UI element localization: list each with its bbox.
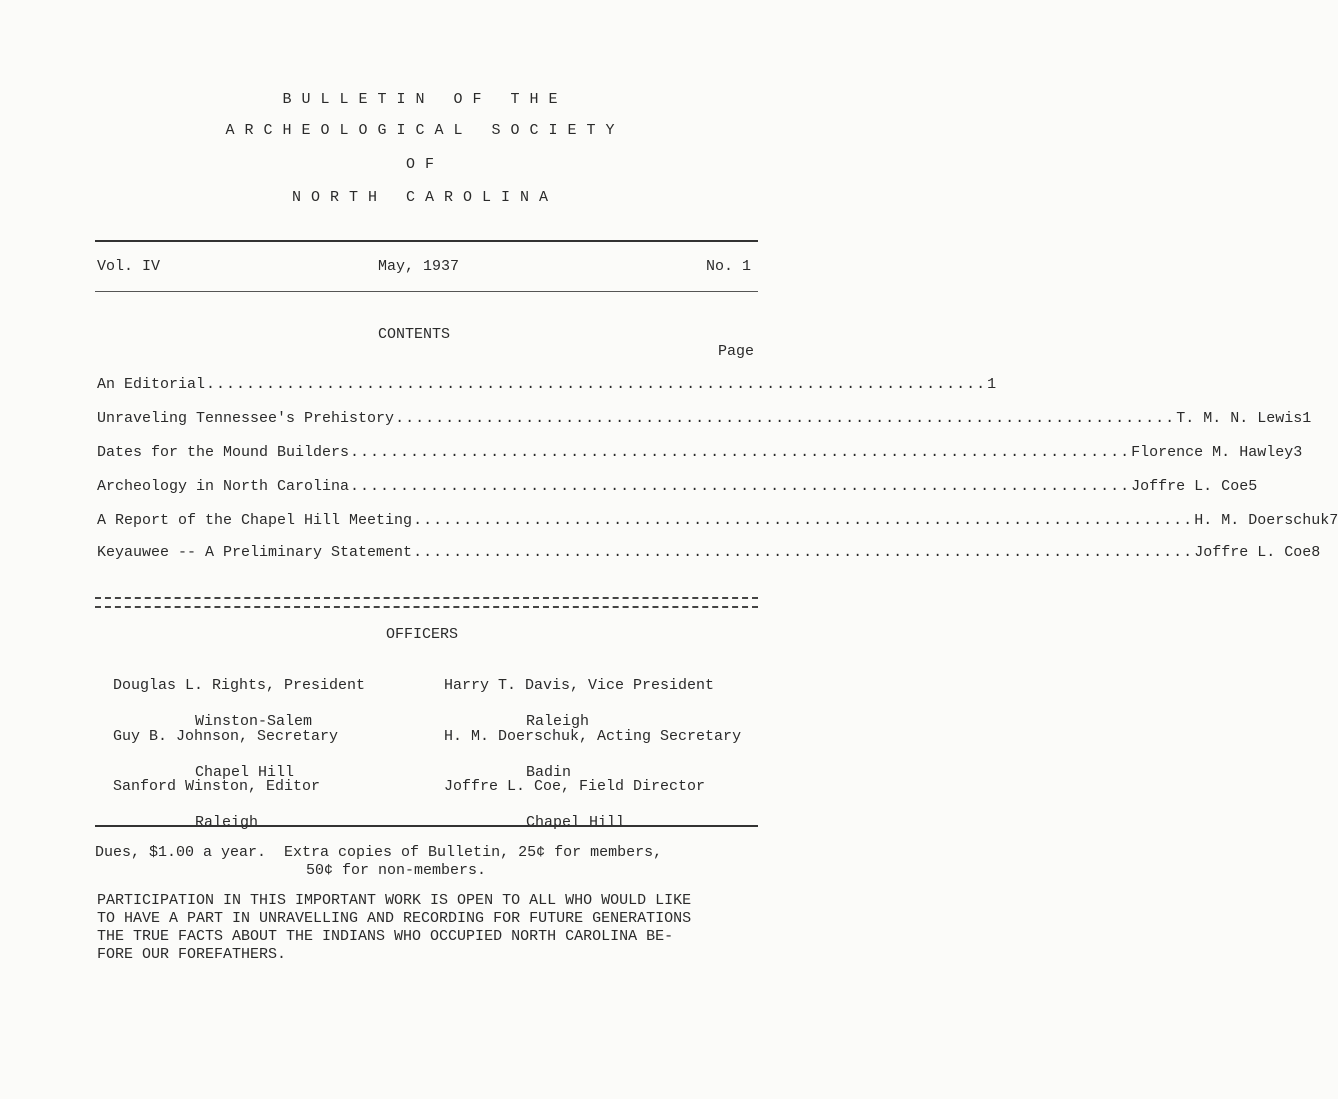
toc-entry-page: 5 [1248, 478, 1258, 495]
officers-heading: OFFICERS [386, 626, 459, 643]
officer-name-role: Guy B. Johnson, Secretary [113, 728, 339, 745]
toc-entry-title: Unraveling Tennessee's Prehistory [97, 410, 395, 427]
toc-entry-page: 1 [1302, 410, 1312, 427]
toc-leader-dots: .............................................................................. [350, 478, 1131, 495]
toc-entry-page: 8 [1311, 544, 1321, 561]
volume-label: Vol. IV [97, 258, 161, 275]
toc-entry-author: Joffre L. Coe [1194, 544, 1312, 561]
masthead-line-3: OF [405, 156, 444, 173]
toc-entry-author: T. M. N. Lewis [1176, 410, 1303, 427]
toc-entry[interactable] [97, 478, 1258, 498]
toc-entry-page: 7 [1329, 512, 1338, 529]
toc-entry[interactable] [97, 444, 1303, 464]
participation-line-1: PARTICIPATION IN THIS IMPORTANT WORK IS OPEN TO ALL WHO WOULD LIKE [97, 892, 692, 909]
toc-entry-title: Keyauwee -- A Preliminary Statement [97, 544, 413, 561]
toc-entry[interactable] [97, 544, 1321, 564]
masthead-line-2: ARCHEOLOGICAL SOCIETY [225, 122, 625, 139]
participation-line-2: TO HAVE A PART IN UNRAVELLING AND RECORDING FOR FUTURE GENERATIONS [97, 910, 692, 927]
toc-entry-page: 3 [1293, 444, 1303, 461]
toc-entry-title: Dates for the Mound Builders [97, 444, 350, 461]
toc-entry-author: Joffre L. Coe [1131, 478, 1249, 495]
masthead-line-4: NORTH CAROLINA [291, 189, 559, 206]
officer-location: Chapel Hill [195, 764, 295, 781]
officers-rule [95, 825, 758, 827]
toc-entry-title: Archeology in North Carolina [97, 478, 350, 495]
page-column-label: Page [718, 343, 755, 360]
participation-line-3: THE TRUE FACTS ABOUT THE INDIANS WHO OCCUPIED NORTH CAROLINA BE- [97, 928, 674, 945]
dues-line-1: Dues, $1.00 a year. Extra copies of Bulletin, 25¢ for members, [95, 844, 663, 861]
toc-entry-author: Florence M. Hawley [1131, 444, 1294, 461]
officer-location: Raleigh [195, 814, 259, 831]
officer-entry [95, 760, 320, 850]
toc-entry[interactable] [97, 512, 1338, 532]
toc-entry-author: H. M. Doerschuk [1194, 512, 1330, 529]
toc-leader-dots: .............................................................................. [413, 544, 1194, 561]
officer-name-role: H. M. Doerschuk, Acting Secretary [444, 728, 742, 745]
toc-entry-title: A Report of the Chapel Hill Meeting [97, 512, 413, 529]
toc-entry-title: An Editorial [97, 376, 206, 393]
officer-location: Chapel Hill [526, 814, 626, 831]
toc-leader-dots: .............................................................................. [413, 512, 1194, 529]
contents-heading: CONTENTS [378, 326, 451, 343]
dues-line-2: 50¢ for non-members. [306, 862, 487, 879]
contents-rule-upper [95, 597, 758, 599]
issue-date: May, 1937 [378, 258, 460, 275]
participation-line-4: FORE OUR FOREFATHERS. [97, 946, 287, 963]
toc-leader-dots: .............................................................................. [206, 376, 987, 393]
officer-entry [426, 760, 705, 850]
contents-rule-lower [95, 606, 758, 608]
issue-number: No. 1 [706, 258, 752, 275]
toc-leader-dots: .............................................................................. [395, 410, 1176, 427]
officer-name-role: Harry T. Davis, Vice President [444, 677, 715, 694]
officer-location: Badin [526, 764, 572, 781]
toc-entry[interactable] [97, 410, 1312, 430]
masthead-line-1: BULLETIN OF THE [282, 91, 568, 108]
officer-name-role: Sanford Winston, Editor [113, 778, 321, 795]
top-rule [95, 240, 758, 242]
officer-location: Raleigh [526, 713, 590, 730]
officer-name-role: Joffre L. Coe, Field Director [444, 778, 706, 795]
officer-location: Winston-Salem [195, 713, 313, 730]
issue-rule [95, 291, 758, 292]
toc-leader-dots: .............................................................................. [350, 444, 1131, 461]
toc-entry-page: 1 [987, 376, 997, 393]
officer-name-role: Douglas L. Rights, President [113, 677, 366, 694]
toc-entry[interactable] [97, 376, 997, 396]
